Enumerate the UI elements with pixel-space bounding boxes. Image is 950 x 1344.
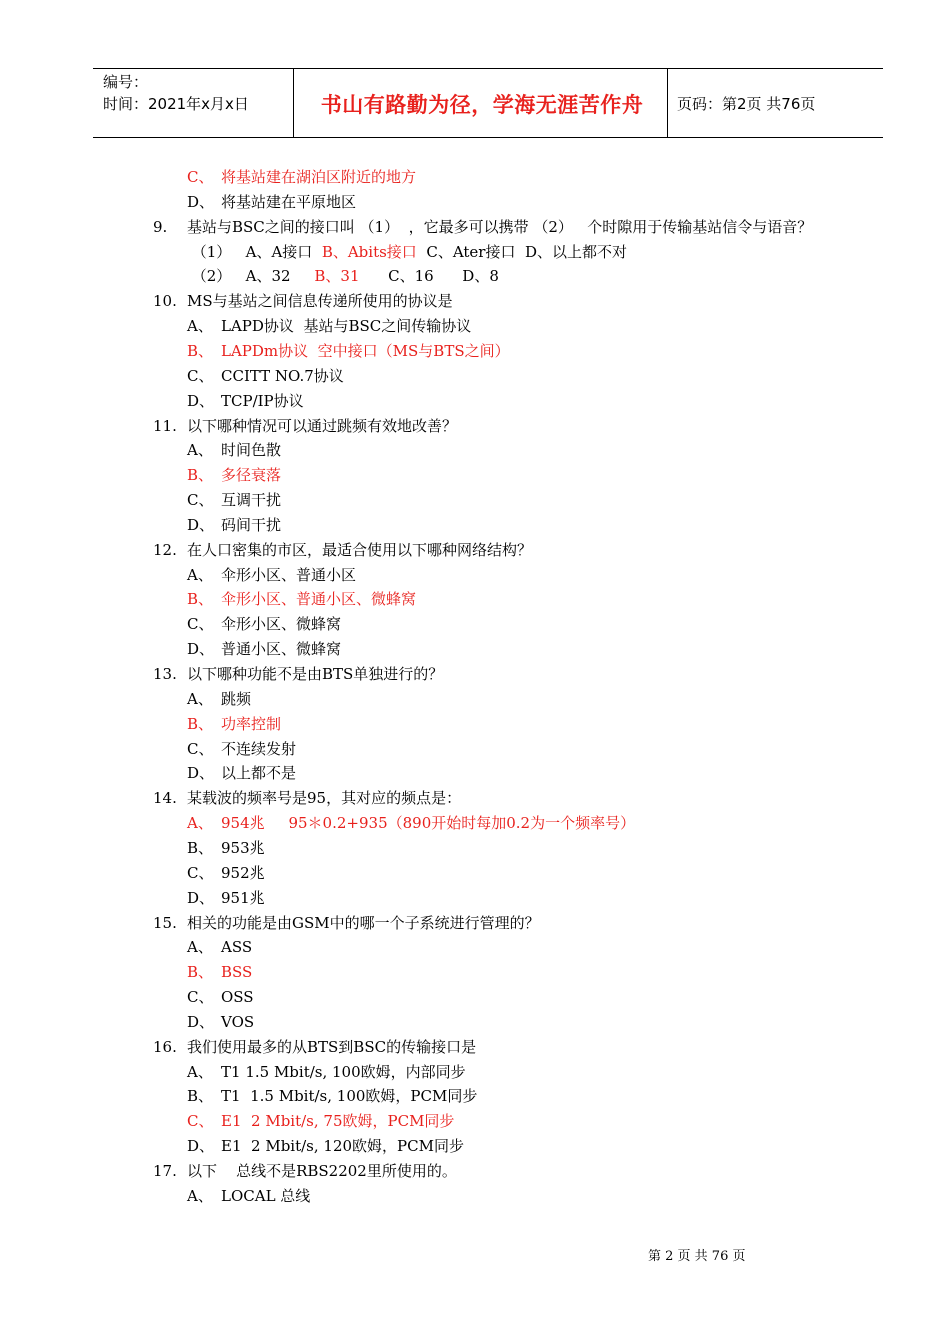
answer-option-letter-correct: A、 bbox=[187, 814, 213, 832]
answer-option: ASS bbox=[221, 938, 253, 956]
answer-option: 以上都不是 bbox=[221, 764, 297, 782]
question-number: 17. bbox=[153, 1162, 177, 1180]
question-text: 某载波的频率号是95，其对应的频点是： bbox=[187, 789, 462, 807]
question-text: 以下 总线不是RBS2202里所使用的。 bbox=[187, 1162, 457, 1180]
answer-option: 跳频 bbox=[221, 690, 252, 708]
answer-option-letter: A、 bbox=[187, 1063, 213, 1081]
answer-option-letter: C、 bbox=[187, 864, 214, 882]
answer-option-letter: D、 bbox=[187, 1137, 215, 1155]
answer-option-correct: LAPDm协议 空中接口（MS与BTS之间） bbox=[221, 342, 510, 360]
answer-option-letter: C、 bbox=[187, 988, 214, 1006]
answer-option-correct: 功率控制 bbox=[221, 715, 282, 733]
answer-option-letter: D、 bbox=[187, 516, 215, 534]
answer-option-letter: A、 bbox=[187, 938, 213, 956]
header-motto: 书山有路勤为径，学海无涯苦作舟 bbox=[320, 93, 644, 117]
answer-option-correct: 伞形小区、普通小区、微蜂窝 bbox=[221, 590, 417, 608]
answer-option-letter-correct: C、 bbox=[187, 168, 214, 186]
answer-option-letter-correct: B、 bbox=[187, 466, 214, 484]
answer-option-correct: E1 2 Mbit/s, 75欧姆，PCM同步 bbox=[221, 1112, 455, 1130]
question-number: 13. bbox=[153, 665, 177, 683]
inline-options-row bbox=[187, 241, 627, 263]
answer-option-letter: A、 bbox=[187, 566, 213, 584]
question-text: 以下哪种情况可以通过跳频有效地改善？ bbox=[187, 417, 458, 435]
page-footer: 第 2 页 共 76 页 bbox=[648, 1249, 746, 1264]
answer-option: 953兆 bbox=[221, 839, 265, 857]
answer-option-correct: BSS bbox=[221, 963, 253, 981]
answer-option: 951兆 bbox=[221, 889, 265, 907]
answer-option: 不连续发射 bbox=[221, 740, 297, 758]
answer-option: 952兆 bbox=[221, 864, 265, 882]
question-text: 我们使用最多的从BTS到BSC的传输接口是 bbox=[187, 1038, 477, 1056]
answer-option: VOS bbox=[221, 1013, 255, 1031]
question-number: 16. bbox=[153, 1038, 177, 1056]
answer-option: LOCAL 总线 bbox=[221, 1187, 311, 1205]
answer-option-letter: D、 bbox=[187, 392, 215, 410]
time-label: 时间：2021年x月x日 bbox=[103, 95, 249, 113]
inline-option-correct: B、31 bbox=[314, 267, 360, 285]
answer-option: OSS bbox=[221, 988, 254, 1006]
inline-option: C、Ater接口 D、以上都不对 bbox=[416, 243, 628, 261]
inline-option: （2） A、32 bbox=[187, 267, 315, 285]
answer-option-letter: B、 bbox=[187, 839, 214, 857]
answer-option-letter: C、 bbox=[187, 491, 214, 509]
inline-option: （1） A、A接口 bbox=[187, 243, 322, 261]
answer-option-letter: A、 bbox=[187, 441, 213, 459]
answer-option: 时间色散 bbox=[221, 441, 282, 459]
answer-option-letter-correct: B、 bbox=[187, 590, 214, 608]
question-number: 12. bbox=[153, 541, 177, 559]
question-text: 基站与BSC之间的接口叫 （1） ，它最多可以携带 （2） 个时隙用于传输基站信令与语音？ bbox=[187, 218, 813, 236]
answer-option-letter-correct: B、 bbox=[187, 963, 214, 981]
page-header bbox=[93, 68, 883, 138]
question-number: 14. bbox=[153, 789, 177, 807]
question-text: 相关的功能是由GSM中的哪一个子系统进行管理的？ bbox=[187, 914, 540, 932]
answer-option: TCP/IP协议 bbox=[221, 392, 304, 410]
question-text: 在人口密集的市区，最适合使用以下哪种网络结构？ bbox=[187, 541, 533, 559]
answer-option: 码间干扰 bbox=[221, 516, 282, 534]
answer-option-letter: A、 bbox=[187, 1187, 213, 1205]
answer-option: 伞形小区、普通小区 bbox=[221, 566, 357, 584]
question-number: 10. bbox=[153, 292, 177, 310]
answer-option-letter: C、 bbox=[187, 615, 214, 633]
header-meta bbox=[103, 71, 249, 115]
inline-option: C、16 D、8 bbox=[359, 267, 499, 285]
header-divider bbox=[293, 69, 294, 137]
inline-option-correct: B、Abits接口 bbox=[321, 243, 417, 261]
answer-option-letter-correct: B、 bbox=[187, 342, 214, 360]
answer-option-letter: D、 bbox=[187, 193, 215, 211]
answer-option: LAPD协议 基站与BSC之间传输协议 bbox=[221, 317, 472, 335]
question-text: 以下哪种功能不是由BTS单独进行的？ bbox=[187, 665, 444, 683]
answer-option: CCITT NO.7协议 bbox=[221, 367, 344, 385]
answer-option-letter: A、 bbox=[187, 317, 213, 335]
answer-option-letter: D、 bbox=[187, 640, 215, 658]
header-page-label: 页码：第2页 共76页 bbox=[677, 95, 816, 113]
inline-options-row bbox=[187, 265, 499, 287]
question-number: 11. bbox=[153, 417, 177, 435]
answer-option-letter: D、 bbox=[187, 1013, 215, 1031]
question-number: 9. bbox=[153, 218, 168, 236]
answer-option-correct: 多径衰落 bbox=[221, 466, 282, 484]
answer-option: 将基站建在平原地区 bbox=[221, 193, 357, 211]
answer-option: 互调干扰 bbox=[221, 491, 282, 509]
answer-option-letter-correct: B、 bbox=[187, 715, 214, 733]
question-text: MS与基站之间信息传递所使用的协议是 bbox=[187, 292, 453, 310]
answer-option: T1 1.5 Mbit/s, 100欧姆，内部同步 bbox=[221, 1063, 466, 1081]
answer-option-letter: D、 bbox=[187, 764, 215, 782]
answer-option-correct: 将基站建在湖泊区附近的地方 bbox=[221, 168, 417, 186]
answer-option: T1 1.5 Mbit/s, 100欧姆，PCM同步 bbox=[221, 1087, 478, 1105]
answer-option-letter-correct: C、 bbox=[187, 1112, 214, 1130]
answer-option-letter: D、 bbox=[187, 889, 215, 907]
answer-option: 普通小区、微蜂窝 bbox=[221, 640, 342, 658]
answer-option-letter: C、 bbox=[187, 740, 214, 758]
number-label: 编号： bbox=[103, 73, 149, 91]
answer-option-letter: C、 bbox=[187, 367, 214, 385]
answer-option: 伞形小区、微蜂窝 bbox=[221, 615, 342, 633]
answer-option-correct: 954兆 95＊0.2+935（890开始时每加0.2为一个频率号） bbox=[221, 814, 636, 832]
answer-option-letter: A、 bbox=[187, 690, 213, 708]
answer-option-letter: B、 bbox=[187, 1087, 214, 1105]
answer-option: E1 2 Mbit/s, 120欧姆，PCM同步 bbox=[221, 1137, 464, 1155]
question-number: 15. bbox=[153, 914, 177, 932]
